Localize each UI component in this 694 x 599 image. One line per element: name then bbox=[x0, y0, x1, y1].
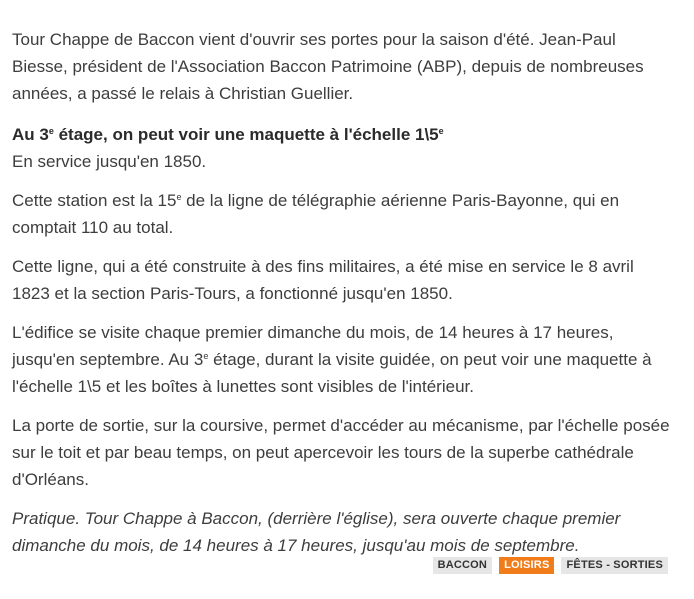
visit-paragraph bbox=[12, 319, 674, 400]
intro-paragraph: Tour Chappe de Baccon vient d'ouvrir ses portes pour la saison d'été. Jean-Paul Biesse, président de l'Association Baccon Patrimoine (ABP), depuis de nombreuses années, a passé le relais à Christian Guellier. bbox=[12, 30, 644, 103]
visit-text-2: étage, durant la visite guidée, on peut voir une maquette à l'échelle 1\5 et les boîtes à lunettes sont visibles de l'intérieur. bbox=[12, 350, 652, 396]
line-paragraph: Cette ligne, qui a été construite à des fins militaires, a été mise en service le 8 avril 1823 et la section Paris-Tours, a fonctionné jusqu'en 1850. bbox=[12, 257, 634, 303]
service-paragraph: En service jusqu'en 1850. bbox=[12, 152, 207, 171]
station-text-2: de la ligne de télégraphie aérienne Paris-Bayonne, qui en comptait 110 au total. bbox=[12, 191, 620, 237]
subheading-superscript-1: e bbox=[48, 126, 54, 136]
subheading-text-1: Au 3 bbox=[12, 125, 49, 144]
tag-fetes-sorties[interactable]: FÊTES - SORTIES bbox=[561, 557, 668, 574]
subheading bbox=[12, 121, 674, 148]
exit-paragraph: La porte de sortie, sur la coursive, permet d'accéder au mécanisme, par l'échelle posée sur le toit et par beau temps, on peut apercevoir les tours de la superbe cathédrale d'Orléans. bbox=[12, 416, 670, 489]
visit-text-1: L'édifice se visite chaque premier dimanche du mois, de 14 heures à 17 heures, jusqu'en septembre. Au 3 bbox=[12, 323, 614, 369]
station-paragraph bbox=[12, 187, 674, 241]
visit-superscript: e bbox=[203, 351, 209, 361]
subheading-text-2: étage, on peut voir une maquette à l'échelle 1\5 bbox=[53, 125, 439, 144]
station-superscript: e bbox=[176, 192, 182, 202]
tag-loisirs[interactable]: LOISIRS bbox=[499, 557, 554, 574]
tag-list bbox=[433, 557, 668, 574]
practical-paragraph: Pratique. Tour Chappe à Baccon, (derrière l'église), sera ouverte chaque premier dimanche du mois, de 14 heures à 17 heures, jusqu'au mois de septembre. bbox=[12, 509, 621, 555]
tag-baccon[interactable]: BACCON bbox=[433, 557, 492, 574]
subheading-superscript-2: e bbox=[438, 126, 444, 136]
station-text-1: Cette station est la 15 bbox=[12, 191, 177, 210]
